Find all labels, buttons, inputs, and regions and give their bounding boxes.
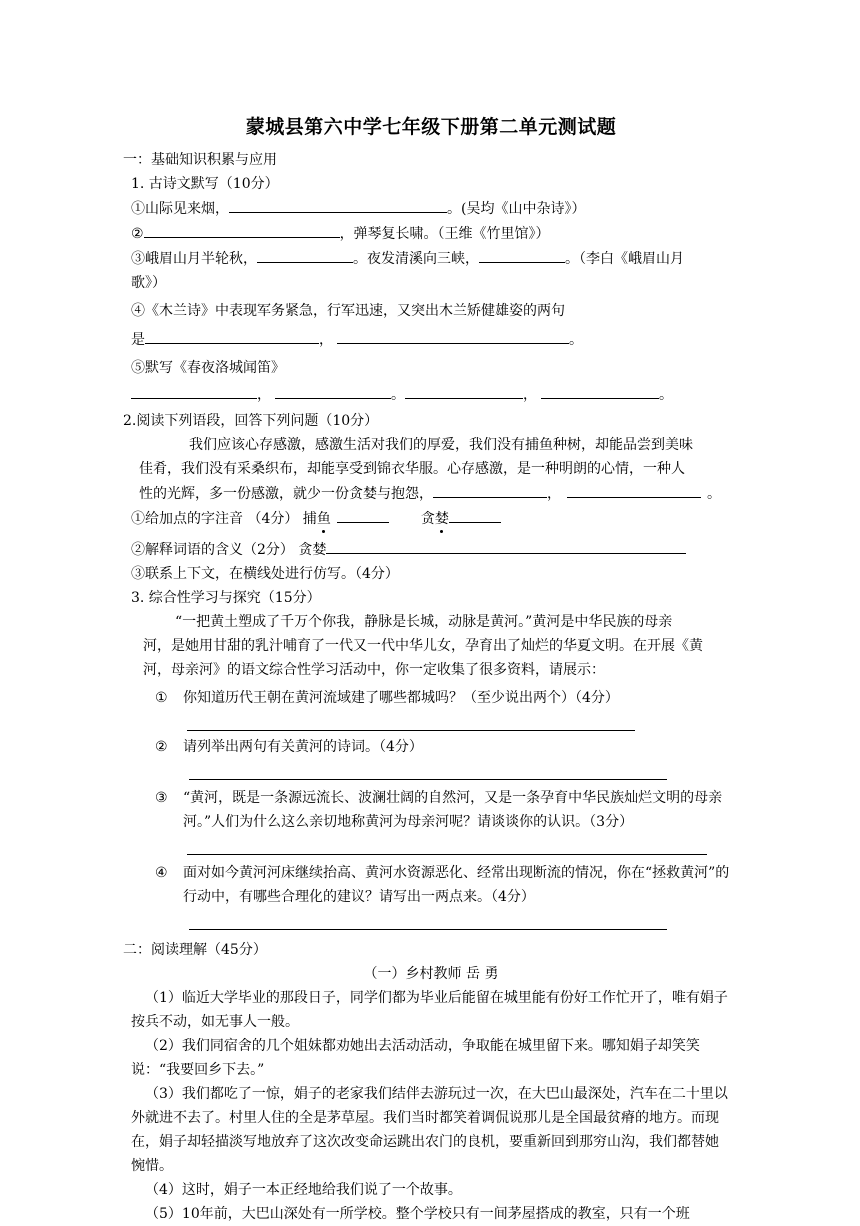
question-text: ①山际见来烟， <box>131 201 229 217</box>
question-text: ， <box>523 387 537 403</box>
paragraph: （4）这时，娟子一本正经地给我们说了一个故事。 <box>145 1182 462 1198</box>
sub-question <box>131 686 731 710</box>
poem-line <box>131 196 731 221</box>
question-text: ② <box>131 226 144 242</box>
sub-question <box>131 786 731 834</box>
question-heading: 2.阅读下列语段，回答下列问题（10分） <box>123 413 379 429</box>
question-heading: 3. 综合性学习与探究（15分） <box>131 590 321 606</box>
item-number: ① <box>155 690 168 706</box>
exam-page <box>123 112 731 1226</box>
sub-question: ③联系上下文，在横线处进行仿写。（4分） <box>131 566 399 582</box>
passage-line: 河，是她用甘甜的乳汁哺育了一代又一代中华儿女，孕育出了灿烂的华夏文明。在开展《黄 <box>143 638 703 654</box>
question-text: 面对如今黄河河床继续抬高、黄河水资源恶化、经常出现断流的情况，你在“拯救黄河”的行动中，有哪些合理化的建议？请写出一两点来。（4分） <box>183 865 730 905</box>
answer-blank[interactable] <box>433 481 547 498</box>
poem-line <box>131 327 731 352</box>
answer-blank[interactable] <box>479 246 565 263</box>
passage-line: 河，母亲河》的语文综合性学习活动中，你一定收集了很多资料，请展示： <box>143 662 605 678</box>
answer-blank[interactable] <box>229 196 447 213</box>
answer-blank[interactable] <box>337 506 389 523</box>
passage-line: 佳肴，我们没有采桑织布，却能享受到锦衣华服。心存感激，是一种明朗的心情，一种人 <box>139 461 685 477</box>
question-text: ， <box>547 486 561 502</box>
question-text: ②解释词语的含义（2分） 贪婪 <box>131 542 327 558</box>
question-text: 。 <box>391 387 405 403</box>
section-heading: 一：基础知识积累与应用 <box>123 152 277 168</box>
question-text: 贪 <box>420 511 435 527</box>
answer-line[interactable] <box>187 710 635 731</box>
question-text: 。夜发清溪向三峡， <box>353 251 479 267</box>
passage-line: 我们应该心存感激，感激生活对我们的厚爱，我们没有捕鱼种树，却能品尝到美味 <box>189 437 693 453</box>
paragraph: （1）临近大学毕业的那段日子，同学们都为毕业后能留在城里能有份好工作忙开了，唯有娟子按兵不动，如无事人一般。 <box>131 990 728 1030</box>
question-text: 是 <box>131 332 145 348</box>
sub-question <box>131 735 731 759</box>
paragraph: （2）我们同宿舍的几个姐妹都劝她出去活动活动，争取能在城里留下来。哪知娟子却笑笑说：“我要回乡下去。” <box>131 1038 700 1078</box>
answer-blank[interactable] <box>541 382 659 399</box>
poem-line <box>131 221 731 246</box>
passage-line <box>131 481 731 506</box>
item-number: ④ <box>155 865 168 881</box>
question-text: 。 <box>707 486 721 502</box>
question-text: 你知道历代王朝在黄河流域建了哪些都城吗？（至少说出两个）（4分） <box>183 690 619 706</box>
question-text: ③峨眉山月半轮秋， <box>131 251 257 267</box>
paragraph: （3）我们都吃了一惊，娟子的老家我们结伴去游玩过一次，在大巴山最深处，汽车在二十里以外就进不去了。村里人住的全是茅草屋。我们当时都笑着调侃说那儿是全国最贫瘠的地方。而现在，娟子却轻描淡写地放弃了这次改变命运跳出农门的良机，要重新回到那穷山沟，我们都替她惋惜。 <box>131 1086 728 1174</box>
question-text: 。（李白《峨眉山月 <box>565 251 684 267</box>
question-text: ， <box>319 332 333 348</box>
poem-line: ⑤默写《春夜洛城闻笛》 <box>131 360 285 376</box>
answer-blank[interactable] <box>145 327 319 344</box>
sub-question <box>131 506 731 531</box>
poem-line: ④《木兰诗》中表现军务紧急，行军迅速，又突出木兰矫健雄姿的两句 <box>131 303 565 319</box>
question-text: 鱼 <box>316 511 331 527</box>
answer-blank[interactable] <box>449 506 501 523</box>
item-number: ② <box>155 739 168 755</box>
question-heading: 1. 古诗文默写（10分） <box>131 176 279 192</box>
question-text: ， <box>257 387 271 403</box>
answer-blank[interactable] <box>326 537 686 554</box>
question-text: 。 <box>569 332 583 348</box>
answer-line[interactable] <box>189 759 667 780</box>
answer-blank[interactable] <box>405 382 523 399</box>
poem-line <box>131 246 731 271</box>
dotted-char <box>317 507 331 531</box>
poem-line: 歌》） <box>131 275 166 291</box>
answer-blank[interactable] <box>275 382 391 399</box>
question-text: 。(吴均《山中杂诗》） <box>447 201 586 217</box>
paragraph: （5）10年前，大巴山深处有一所学校。整个学校只有一间茅屋搭成的教室，只有一个班 <box>145 1206 690 1222</box>
dotted-char <box>435 507 449 531</box>
sub-question <box>131 861 731 909</box>
answer-line[interactable] <box>189 909 667 930</box>
answer-line[interactable] <box>187 834 707 855</box>
question-text: 性的光辉，多一份感激，就少一份贪婪与抱怨， <box>139 486 433 502</box>
question-text: ①给加点的字注音 （4分） 捕 <box>131 511 317 527</box>
section-heading: 二：阅读理解（45分） <box>123 942 267 958</box>
answer-blank[interactable] <box>567 481 701 498</box>
answer-blank[interactable] <box>257 246 353 263</box>
poem-line <box>131 382 731 407</box>
question-text: 请列举出两句有关黄河的诗词。（4分） <box>183 739 423 755</box>
answer-blank[interactable] <box>337 327 569 344</box>
sub-question <box>131 537 731 562</box>
question-text: ，弹琴复长啸。（王维《竹里馆》） <box>339 226 550 242</box>
answer-blank[interactable] <box>144 221 340 238</box>
page-title: 蒙城县第六中学七年级下册第二单元测试题 <box>245 116 617 138</box>
passage-title: （一）乡村教师 岳 勇 <box>363 966 499 982</box>
item-number: ③ <box>155 790 168 806</box>
question-text: 。 <box>659 387 673 403</box>
question-text: “黄河，既是一条源远流长、波澜壮阔的自然河，又是一条孕育中华民族灿烂文明的母亲河。”人们为什么这么亲切地称黄河为母亲河呢？请谈谈你的认识。（3分） <box>183 790 723 830</box>
question-text: 婪 <box>434 511 449 527</box>
answer-blank[interactable] <box>131 382 257 399</box>
passage-line: “一把黄土塑成了千万个你我，静脉是长城，动脉是黄河。”黄河是中华民族的母亲 <box>175 614 673 630</box>
